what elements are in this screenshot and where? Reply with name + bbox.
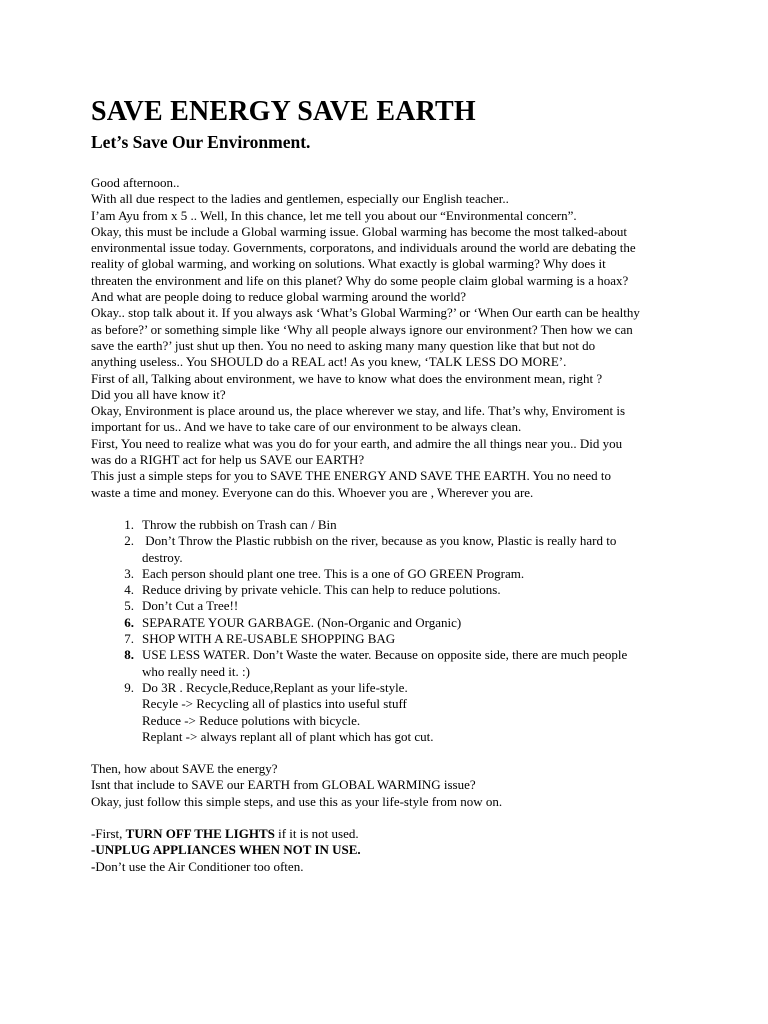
list-item-text — [142, 680, 433, 745]
energy-tips — [91, 826, 691, 875]
intro-line: environmental issue today. Governments, corporatons, and individuals around the world are debating the — [91, 240, 636, 256]
intro-line: And what are people doing to reduce global warming around the world? — [91, 289, 467, 305]
intro-line: reality of global warming, and working on solutions. What exactly is global warming? Why does it — [91, 256, 606, 272]
intro-line: First, You need to realize what was you do for your earth, and admire the all things near you.. Did you — [91, 435, 623, 451]
list-number: 6. — [124, 614, 134, 630]
list-item — [112, 517, 691, 533]
list-number: 8. — [124, 647, 134, 663]
list-item-text — [142, 533, 616, 566]
list-number: 2. — [124, 533, 134, 549]
list-item — [112, 680, 691, 745]
list-number: 3. — [124, 565, 134, 581]
list-item-text — [142, 582, 501, 598]
list-item-line: destroy. — [142, 549, 183, 565]
list-item-line: Replant -> always replant all of plant which has got cut. — [142, 728, 434, 744]
intro-line: threaten the environment and life on this planet? Why do some people claim global warming is a hoax? — [91, 272, 629, 288]
intro-line: First of all, Talking about environment, we have to know what does the environment mean, right ? — [91, 370, 603, 386]
list-item-line: USE LESS WATER. Don’t Waste the water. Because on opposite side, there are much people — [142, 647, 628, 663]
intro-paragraph — [91, 175, 691, 501]
tip-line — [91, 859, 691, 875]
intro-line: Okay.. stop talk about it. If you always ask ‘What’s Global Warming?’ or ‘When Our earth can be healthy — [91, 305, 640, 321]
list-item-line: who really need it. :) — [142, 663, 250, 679]
list-item-line: SHOP WITH A RE-USABLE SHOPPING BAG — [142, 631, 396, 647]
list-item — [112, 566, 691, 582]
list-item — [112, 582, 691, 598]
intro-line: With all due respect to the ladies and gentlemen, especially our English teacher.. — [91, 191, 509, 207]
list-item-line: Throw the rubbish on Trash can / Bin — [142, 516, 337, 532]
document-subtitle: Let’s Save Our Environment. — [91, 132, 311, 152]
intro-line: Okay, this must be include a Global warming issue. Global warming has become the most talked-about — [91, 223, 628, 239]
intro-line: save the earth?’ just shut up then. You no need to asking many many question like that but not do — [91, 337, 596, 353]
list-item-line: Recyle -> Recycling all of plastics into useful stuff — [142, 696, 407, 712]
intro-line: as before?’ or something simple like ‘Why all people always ignore our environment? Then how we can — [91, 321, 633, 337]
tip-emphasis: TURN OFF THE LIGHTS — [125, 825, 275, 841]
list-item-text — [142, 598, 238, 614]
list-item — [112, 533, 691, 566]
closing-paragraph — [91, 761, 691, 810]
list-number: 5. — [124, 598, 134, 614]
intro-line: was do a RIGHT act for help us SAVE our EARTH? — [91, 452, 365, 468]
closing-line: Then, how about SAVE the energy? — [91, 761, 278, 777]
tip-dash: - — [91, 858, 96, 874]
list-item — [112, 615, 691, 631]
list-item — [112, 647, 691, 680]
list-item-text — [142, 615, 461, 631]
tip-line — [91, 842, 691, 858]
closing-line: Isnt that include to SAVE our EARTH from GLOBAL WARMING issue? — [91, 777, 476, 793]
list-item-line: Reduce -> Reduce polutions with bicycle. — [142, 712, 361, 728]
list-item-line: Don’t Cut a Tree!! — [142, 598, 239, 614]
list-number: 4. — [124, 582, 134, 598]
intro-line: Did you all have know it? — [91, 386, 226, 402]
list-item-line: Reduce driving by private vehicle. This can help to reduce polutions. — [142, 582, 501, 598]
document-page — [91, 95, 691, 875]
list-item-line: Each person should plant one tree. This is a one of GO GREEN Program. — [142, 565, 525, 581]
tip-suffix: if it is not used. — [274, 825, 359, 841]
list-item-text — [142, 647, 627, 680]
steps-list — [112, 517, 691, 745]
list-item-line: Don’t Throw the Plastic rubbish on the river, because as you know, Plastic is really hard to — [142, 533, 617, 549]
list-item — [112, 631, 691, 647]
list-item-text — [142, 631, 395, 647]
list-item-text — [142, 517, 337, 533]
tip-line — [91, 826, 691, 842]
intro-line: I’am Ayu from x 5 .. Well, In this chance, let me tell you about our “Environmental concern”. — [91, 207, 577, 223]
intro-line: This just a simple steps for you to SAVE THE ENERGY AND SAVE THE EARTH. You no need to — [91, 468, 611, 484]
intro-line: Good afternoon.. — [91, 175, 180, 190]
closing-line: Okay, just follow this simple steps, and use this as your life-style from now on. — [91, 793, 503, 809]
tip-text: Don’t use the Air Conditioner too often. — [95, 858, 304, 874]
list-item-text — [142, 566, 524, 582]
intro-line: important for us.. And we have to take care of our environment to be always clean. — [91, 419, 522, 435]
intro-line: anything useless.. You SHOULD do a REAL act! As you knew, ‘TALK LESS DO MORE’. — [91, 354, 567, 370]
intro-line: Okay, Environment is place around us, the place wherever we stay, and life. That’s why, Enviroment is — [91, 403, 626, 419]
intro-line: waste a time and money. Everyone can do this. Whoever you are , Wherever you are. — [91, 484, 534, 500]
list-item — [112, 598, 691, 614]
document-title: SAVE ENERGY SAVE EARTH — [91, 96, 476, 127]
list-number: 7. — [124, 631, 134, 647]
list-number: 1. — [124, 516, 134, 532]
list-number: 9. — [124, 679, 134, 695]
list-item-line: Do 3R . Recycle,Reduce,Replant as your life-style. — [142, 679, 408, 695]
tip-prefix: -First, — [91, 825, 126, 841]
list-item-line: SEPARATE YOUR GARBAGE. (Non-Organic and Organic) — [142, 614, 462, 630]
tip-emphasis: -UNPLUG APPLIANCES WHEN NOT IN USE. — [91, 842, 361, 858]
